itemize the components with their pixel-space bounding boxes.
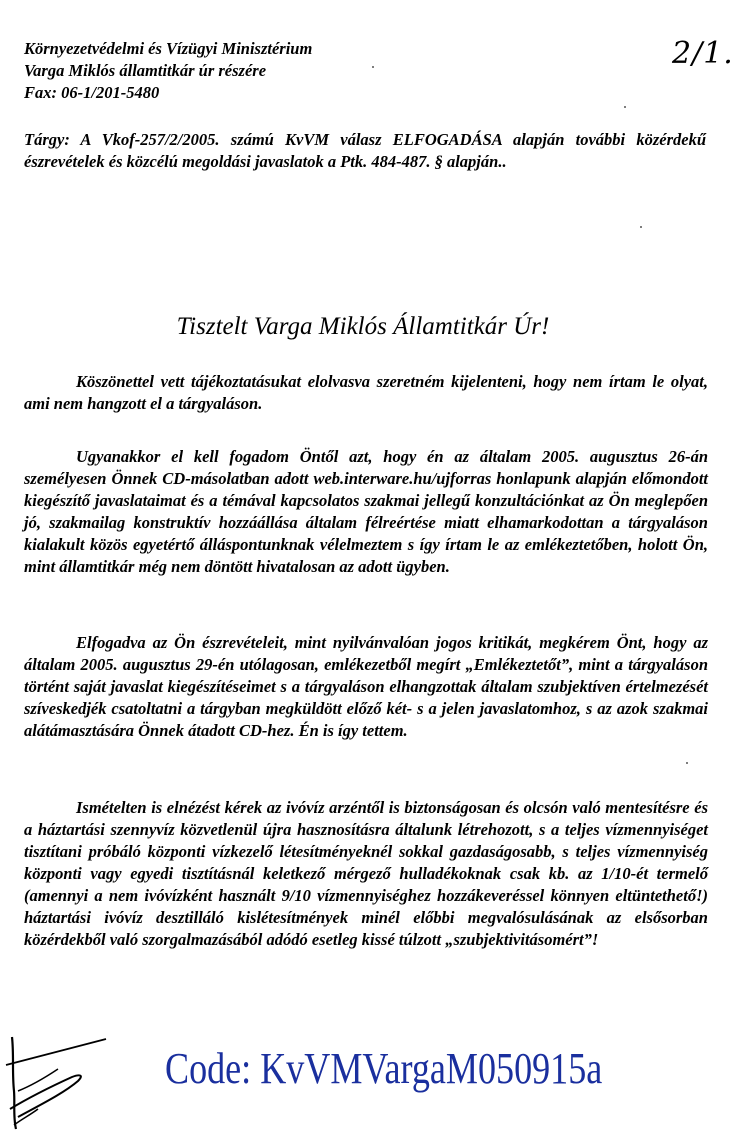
- page-number: 2/1.: [672, 36, 734, 71]
- handwritten-signature: [0, 1025, 110, 1133]
- recipient-fax: Fax: 06-1/201-5480: [24, 83, 160, 102]
- paragraph-4: Ismételten is elnézést kérek az ivóvíz arzéntől is biztonságosan és olcsón való mentesítésre és a háztartási szennyvíz közvetlenül újra hasznosításra általunk létrehozott, s a teljes vízmennyiséget tisztítani próbáló központi vízkezelő létesítményeknél sokkal gazdaságosabb, s teljes vízmennyiség központi vagy egyedi tisztításnál keletkező mérgező hulladékoknak csak kb. az 1/10-ét termelő (amennyi a nem ivóvízként használt 9/10 vízmennyiséghez hozzákeveréssel könnyen eltüntethető!) háztartási ivóvíz desztilláló kislétesítmények minél előbbi megvalósulásának az elsősorban közérdekből való szorgalmazásából adódó esetleg kissé túlzott „szubjektivitásomért”!: [24, 798, 708, 949]
- scan-speck: [624, 106, 626, 108]
- document-code: Code: KvVMVargaM050915a: [165, 1044, 603, 1093]
- scan-speck: [372, 66, 374, 68]
- recipient-ministry: Környezetvédelmi és Vízügyi Minisztérium: [24, 39, 313, 58]
- paragraph-2: Ugyanakkor el kell fogadom Öntől azt, hogy én az általam 2005. augusztus 26-án személyesen Önnek CD-másolatban adott web.interware.hu/ujforras honlapunk alapján előmondott kiegészítő javaslataimat és a témával kapcsolatos szakmai jellegű konzultációnkat az Ön meglepően jó, szakmailag konstruktív hozzáállása általam félreértése miatt elhamarkodottan a tárgyaláson kialakult közös egyetértő álláspontunknak vélelmeztem s így írtam le az emlékeztetőben, holott Ön, mint államtitkár még nem döntött hivatalosan az adott ügyben.: [24, 447, 708, 576]
- recipient-name: Varga Miklós államtitkár úr részére: [24, 61, 267, 80]
- paragraph-1: Köszönettel vett tájékoztatásukat elolvasva szeretném kijelenteni, hogy nem írtam le olyat, ami nem hangzott el a tárgyaláson.: [24, 372, 708, 413]
- recipient-address-block: [24, 38, 584, 104]
- paragraph-3: Elfogadva az Ön észrevételeit, mint nyilvánvalóan jogos kritikát, megkérem Önt, hogy az általam 2005. augusztus 29-én utólagosan, emlékezetből megírt „Emlékeztetőt”, mint a tárgyaláson történt saját javaslat kiegészítéseimet s a tárgyaláson elhangzottak általam szubjektíven értelmezését szíveskedjék csatoltatni a tárgyban megküldött előző két- s a jelen javaslatomhoz, s az azok szakmai alátámasztására Önnek átadott CD-hez. Én is így tettem.: [24, 633, 708, 740]
- scan-speck: [686, 762, 688, 764]
- subject-line: Tárgy: A Vkof-257/2/2005. számú KvVM válasz ELFOGADÁSA alapján további közérdekű észrevételek és közcélú megoldási javaslatok a Ptk. 484-487. § alapján..: [24, 130, 706, 171]
- salutation: Tisztelt Varga Miklós Államtitkár Úr!: [176, 313, 550, 340]
- scan-speck: [640, 226, 642, 228]
